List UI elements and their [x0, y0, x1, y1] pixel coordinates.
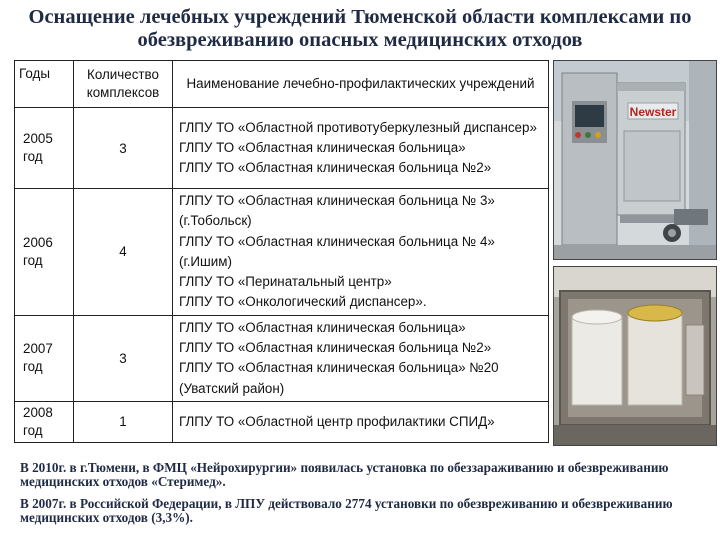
year-cell: 2007 год: [15, 315, 74, 401]
institution-item: ГЛПУ ТО «Областная клиническая больница № 4» (г.Ишим): [179, 233, 495, 269]
institutions-cell: [173, 108, 549, 189]
page-title: Оснащение лечебных учреждений Тюменской области комплексами по обезвреживанию опасных медицинских отходов: [28, 6, 692, 51]
institutions-cell: [173, 189, 549, 316]
table-row: [15, 189, 549, 316]
count-cell: 3: [74, 315, 173, 401]
table-row: [15, 315, 549, 401]
count-cell: 4: [74, 189, 173, 316]
col-header-institutions: Наименование лечебно-профилактических учреждений: [173, 61, 549, 108]
sterilizer-machine-image: [554, 61, 716, 259]
institution-item: ГЛПУ ТО «Областной центр профилактики СПИД»: [179, 413, 495, 429]
equipment-table: [14, 60, 549, 443]
table-row: [15, 108, 549, 189]
year-cell: 2006 год: [15, 189, 74, 316]
count-cell: 1: [74, 401, 173, 442]
institutions-cell: [173, 401, 549, 442]
newster-logo-text: Newster: [629, 105, 677, 119]
note-2007: В 2007г. в Российской Федерации, в ЛПУ действовало 2774 установки по обезвреживанию и обезвреживанию медицинских отходов (3,3%).: [20, 496, 673, 525]
institution-item: ГЛПУ ТО «Областная клиническая больница»: [179, 319, 466, 335]
count-cell: 3: [74, 108, 173, 189]
year-cell: 2008 год: [15, 401, 74, 442]
col-header-year: Годы: [15, 61, 74, 108]
institution-item: ГЛПУ ТО «Областная клиническая больница №2»: [179, 160, 492, 176]
year-cell: 2005 год: [15, 108, 74, 189]
table-row: [15, 401, 549, 442]
institution-item: ГЛПУ ТО «Областная клиническая больница № 3» (г.Тобольск): [179, 193, 495, 229]
institution-item: ГЛПУ ТО «Перинатальный центр»: [179, 274, 392, 290]
institution-item: ГЛПУ ТО «Областная клиническая больница» №20 (Уватский район): [179, 360, 499, 396]
institutions-cell: [173, 315, 549, 401]
institution-item: ГЛПУ ТО «Онкологический диспансер».: [179, 294, 427, 310]
waste-containers-image: [554, 267, 716, 445]
note-2010: В 2010г. в г.Тюмени, в ФМЦ «Нейрохирургии» появилась установка по обеззараживанию и обезвреживанию медицинских отходов «Стеримед».: [20, 460, 669, 489]
institution-item: ГЛПУ ТО «Областной противотуберкулезный диспансер»: [179, 119, 537, 135]
institution-item: ГЛПУ ТО «Областная клиническая больница №2»: [179, 340, 492, 356]
institution-item: ГЛПУ ТО «Областная клиническая больница»: [179, 139, 466, 155]
waste-containers-photo: [553, 266, 717, 446]
col-header-count: Количество комплексов: [74, 61, 173, 108]
table-header-row: [15, 61, 549, 108]
sterilizer-machine-photo: [553, 60, 717, 260]
